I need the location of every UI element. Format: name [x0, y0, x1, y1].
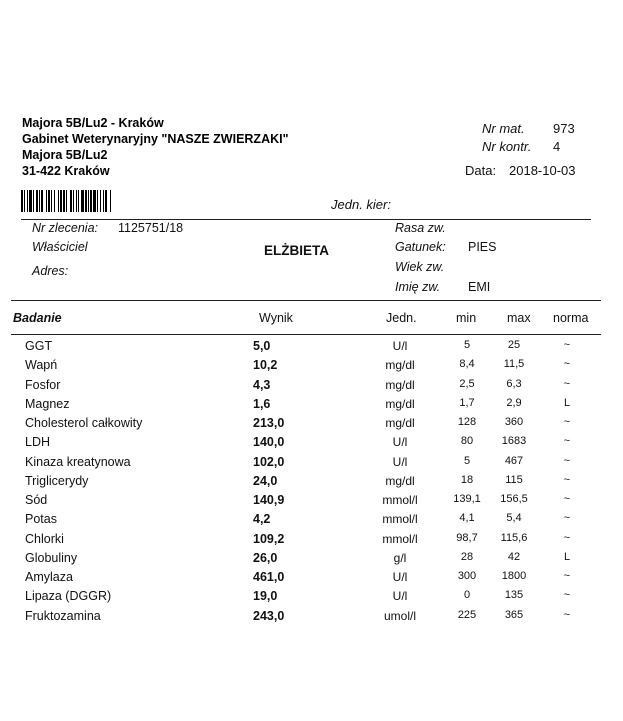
- nr-zlecenia-label: Nr zlecenia:: [32, 221, 98, 235]
- test-unit: umol/l: [383, 608, 416, 623]
- test-result: 1,6: [253, 396, 271, 411]
- test-unit: mg/dl: [385, 358, 415, 373]
- test-name: Lipaza (DGGR): [25, 589, 112, 604]
- test-unit: U/l: [392, 589, 408, 604]
- test-unit: mmol/l: [382, 512, 418, 527]
- nr-zlecenia-value: 1125751/18: [118, 221, 184, 235]
- test-max: 115: [505, 473, 523, 486]
- test-norm: ~: [563, 454, 571, 467]
- test-max: 156,5: [500, 493, 528, 505]
- test-result: 140,0: [253, 435, 285, 450]
- test-name: Magnez: [25, 396, 70, 411]
- jedn-kier-label: Jedn. kier:: [331, 197, 391, 212]
- test-norm: ~: [563, 377, 571, 390]
- test-max: 360: [504, 416, 524, 428]
- test-name: Fosfor: [25, 377, 61, 392]
- test-name: Amylaza: [25, 570, 73, 584]
- test-min: 1,7: [459, 396, 475, 409]
- test-unit: g/l: [393, 550, 407, 565]
- clinic-address-line4: 31-422 Kraków: [22, 164, 110, 178]
- clinic-name: Gabinet Weterynaryjny "NASZE ZWIERZAKI": [22, 132, 289, 146]
- test-min: 0: [463, 589, 471, 602]
- test-min: 225: [457, 608, 477, 621]
- test-max: 2,9: [506, 396, 522, 409]
- test-result: 243,0: [253, 608, 285, 623]
- test-unit: U/l: [392, 435, 408, 450]
- test-max: 365: [504, 608, 524, 621]
- test-name: Fruktozamina: [25, 608, 101, 623]
- test-name: Potas: [25, 512, 57, 527]
- test-result: 24,0: [253, 473, 278, 488]
- test-norm: ~: [563, 473, 571, 486]
- test-result: 102,0: [253, 454, 285, 469]
- test-norm: ~: [563, 512, 571, 525]
- test-norm: ~: [563, 435, 571, 448]
- test-max: 467: [504, 454, 524, 467]
- test-result: 140,9: [253, 493, 285, 507]
- test-unit: mmol/l: [382, 531, 418, 546]
- test-unit: U/l: [392, 570, 408, 584]
- test-min: 5: [463, 339, 471, 351]
- test-min: 98,7: [456, 531, 478, 544]
- nr-mat-value: 973: [553, 121, 575, 136]
- test-max: 25: [507, 339, 521, 351]
- col-header-norma: norma: [553, 311, 589, 325]
- test-min: 128: [457, 416, 477, 428]
- test-min: 18: [460, 473, 474, 486]
- col-header-min: min: [456, 311, 477, 325]
- test-name: Wapń: [25, 358, 58, 373]
- barcode-icon: [21, 190, 196, 212]
- test-max: 11,5: [503, 358, 525, 371]
- species-label: Gatunek:: [395, 240, 446, 254]
- test-min: 300: [457, 570, 477, 582]
- test-max: 5,4: [506, 512, 522, 525]
- nr-mat-label: Nr mat.: [482, 121, 525, 136]
- test-name: Globuliny: [25, 550, 78, 565]
- test-norm: ~: [563, 358, 571, 371]
- test-name: LDH: [25, 435, 51, 450]
- divider-header: [11, 334, 601, 335]
- nr-kontr-value: 4: [553, 139, 561, 154]
- test-min: 80: [460, 435, 474, 448]
- col-header-badanie: Badanie: [13, 311, 62, 325]
- test-name: Cholesterol całkowity: [25, 416, 143, 430]
- test-min: 8,4: [459, 358, 475, 371]
- test-unit: mg/dl: [385, 377, 415, 392]
- pet-name-value: EMI: [468, 280, 491, 294]
- test-norm: ~: [563, 531, 571, 544]
- test-unit: mmol/l: [382, 493, 418, 507]
- test-norm: ~: [563, 589, 571, 602]
- nr-kontr-label: Nr kontr.: [482, 139, 532, 154]
- test-name: Kinaza kreatynowa: [25, 454, 131, 469]
- col-header-max: max: [507, 311, 531, 325]
- date-label: Data:: [465, 163, 497, 178]
- test-norm: ~: [563, 570, 571, 582]
- test-unit: U/l: [392, 339, 408, 353]
- species-value: PIES: [468, 240, 497, 254]
- test-min: 4,1: [459, 512, 475, 525]
- test-result: 19,0: [253, 589, 278, 604]
- test-norm: ~: [563, 416, 571, 428]
- clinic-address-line3: Majora 5B/Lu2: [22, 148, 108, 162]
- divider-top: [21, 219, 591, 220]
- divider-mid: [11, 300, 601, 301]
- test-name: GGT: [25, 339, 53, 353]
- owner-value: ELŻBIETA: [264, 243, 329, 258]
- test-unit: mg/dl: [385, 396, 415, 411]
- test-max: 135: [504, 589, 524, 602]
- address-label: Adres:: [32, 264, 69, 278]
- test-result: 461,0: [253, 570, 285, 584]
- test-unit: U/l: [392, 454, 408, 469]
- test-result: 26,0: [253, 550, 278, 565]
- test-min: 139,1: [453, 493, 481, 505]
- test-max: 1683: [501, 435, 527, 448]
- test-result: 4,3: [253, 377, 271, 392]
- test-norm: ~: [563, 339, 571, 351]
- test-max: 42: [507, 550, 521, 563]
- test-norm: L: [563, 396, 571, 409]
- pet-name-label: Imię zw.: [395, 280, 441, 294]
- test-result: 213,0: [253, 416, 285, 430]
- test-name: Triglicerydy: [25, 473, 89, 488]
- test-min: 28: [460, 550, 474, 563]
- test-max: 1800: [501, 570, 527, 582]
- date-value: 2018-10-03: [509, 163, 576, 178]
- test-min: 2,5: [459, 377, 475, 390]
- test-norm: L: [563, 550, 571, 563]
- test-result: 109,2: [253, 531, 285, 546]
- test-max: 115,6: [500, 531, 528, 544]
- test-norm: ~: [563, 493, 571, 505]
- test-name: Sód: [25, 493, 48, 507]
- test-max: 6,3: [506, 377, 522, 390]
- clinic-address-line1: Majora 5B/Lu2 - Kraków: [22, 116, 164, 130]
- test-unit: mg/dl: [385, 416, 415, 430]
- col-header-wynik: Wynik: [259, 311, 293, 325]
- col-header-jedn: Jedn.: [386, 311, 417, 325]
- test-name: Chlorki: [25, 531, 64, 546]
- test-result: 4,2: [253, 512, 271, 527]
- breed-label: Rasa zw.: [395, 221, 446, 235]
- test-result: 5,0: [253, 339, 271, 353]
- test-unit: mg/dl: [385, 473, 415, 488]
- test-norm: ~: [563, 608, 571, 621]
- age-label: Wiek zw.: [395, 260, 445, 274]
- test-result: 10,2: [253, 358, 278, 373]
- owner-label: Właściciel: [32, 240, 88, 254]
- test-min: 5: [463, 454, 471, 467]
